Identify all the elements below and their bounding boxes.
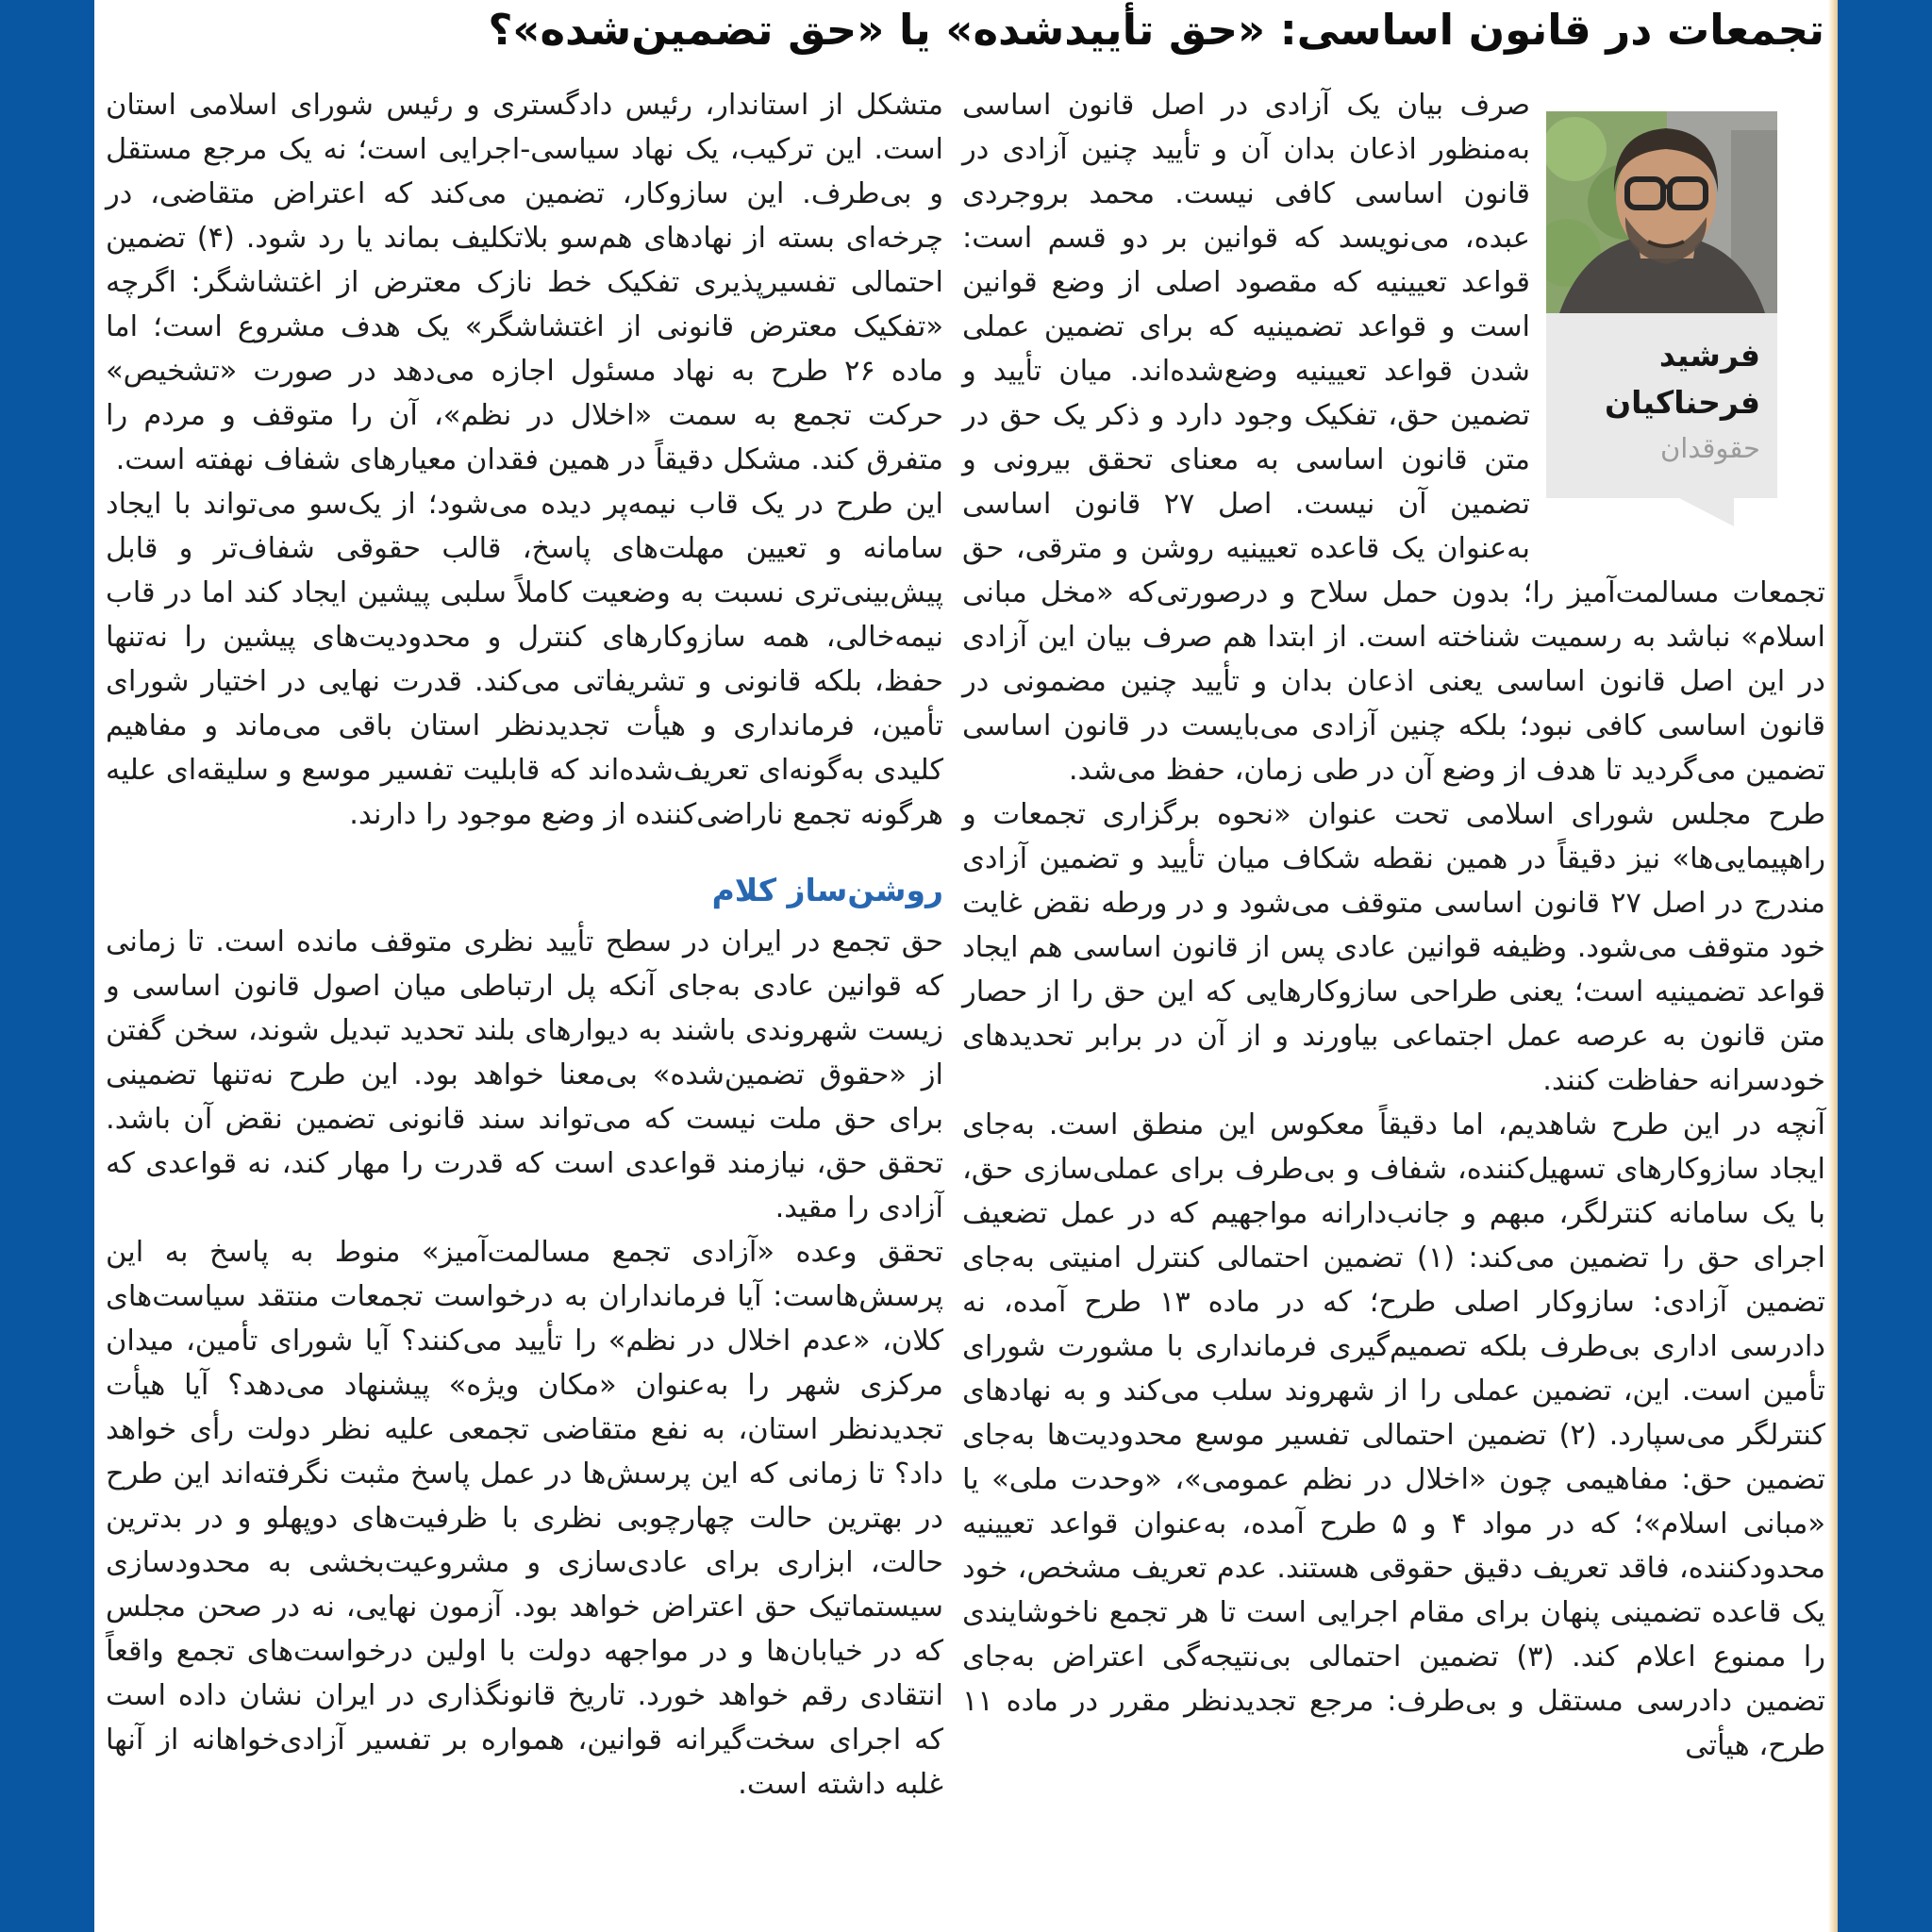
section-subhead: روشن‌ساز کلام	[711, 872, 943, 908]
page-spine-shadow	[1828, 0, 1838, 1932]
paragraph: آنچه در این طرح شاهدیم، اما دقیقاً معکوس این منطق است. به‌جای ایجاد سازوکارهای تسهیل‌کننده، شفاف و بی‌طرف برای عملی‌سازی حق، با یک سامانه کنترلگر، مبهم و جانب‌دارانه مواجهیم که در عمل تضعیف اجرای حق را تضمین می‌کند: (۱) تضمین احتمالی کنترل امنیتی به‌جای تضمین آزادی: سازوکار اصلی طرح؛ که در ماده ۱۳ طرح آمده، نه دادرسی اداری بی‌طرف بلکه تصمیم‌گیری فرمانداری با مشورت شورای تأمین است. این، تضمین عملی را از شهروند سلب می‌کند و به نهادهای کنترلگر می‌سپارد. (۲) تضمین احتمالی تفسیر موسع محدودیت‌ها به‌جای تضمین حق: مفاهیمی چون «اخلال در نظم عمومی»، «وحدت ملی» یا «مبانی اسلام»؛ که در مواد ۴ و ۵ طرح آمده، به‌عنوان قواعد تعیینیه محدودکننده، فاقد تعریف دقیق حقوقی هستند. عدم تعریف مشخص، خود یک قاعده تضمینی پنهان برای مقام اجرایی است تا هر تجمع ناخوشایندی را ممنوع اعلام کند. (۳) تضمین احتمالی بی‌نتیجه‌گی اعتراض به‌جای تضمین دادرسی مستقل و بی‌طرف: مرجع تجدیدنظر مقرر در ماده ۱۱ طرح، هیأتی	[962, 1108, 1826, 1762]
author-box-tail	[1679, 498, 1734, 526]
author-info-box	[1546, 313, 1777, 498]
article-headline: تجمعات در قانون اساسی: «حق تأییدشده» یا «حق تضمین‌شده»؟	[488, 5, 1824, 55]
paragraph: این طرح در یک قاب نیمه‌پر دیده می‌شود؛ از یک‌سو می‌تواند با ایجاد سامانه و تعیین مهلت‌های پاسخ، قالب حقوقی شفاف‌تر و قابل پیش‌بینی‌تری نسبت به وضعیت کاملاً سلبی پیشین ایجاد کند اما در قاب نیمه‌خالی، همه سازوکارهای کنترل و محدودیت‌های پیشین را نه‌تنها حفظ، بلکه قانونی و تشریفاتی می‌کند. قدرت نهایی در اختیار شورای تأمین، فرمانداری و هیأت تجدیدنظر استان باقی می‌ماند و مفاهیم کلیدی به‌گونه‌ای تعریف‌شده‌اند که قابلیت تفسیر موسع و سلیقه‌ای علیه هرگونه تجمع ناراضی‌کننده از وضع موجود را دارند.	[106, 488, 943, 831]
column-right	[962, 83, 1825, 1768]
author-photo-float	[1530, 83, 1825, 528]
paragraph: صرف بیان یک آزادی در اصل قانون اساسی به‌منظور اذعان بدان آن و تأیید چنین آزادی در قانون اساسی کافی نیست. محمد بروجردی عبده، می‌نویسد که قوانین بر دو قسم است: قواعد تعیینیه که مقصود اصلی از وضع قوانین است و قواعد تضمینیه که برای تضمین عملی شدن قواعد تعیینیه وضع‌شده‌اند. میان تأیید و تضمین حق، تفکیک وجود دارد و ذکر یک حق در متن قانون اساسی به معنای تحقق بیرونی و تضمین آن نیست. اصل ۲۷ قانون اساسی به‌عنوان یک قاعده تعیینیه روشن و مترقی، حق تجمعات مسالمت‌آمیز را؛ بدون حمل سلاح و درصورتی‌که «مخل مبانی اسلام» نباشد به رسمیت شناخته است. از ابتدا هم صرف بیان این آزادی در این اصل قانون اساسی یعنی اذعان بدان و تأیید چنین مضمونی در قانون اساسی کافی نبود؛ بلکه چنین آزادی می‌بایست در قانون اساسی تضمین می‌گردید تا هدف از وضع آن در طی زمان، حفظ می‌شد.	[962, 89, 1825, 787]
article-page	[94, 0, 1828, 1932]
paragraph: متشکل از استاندار، رئیس دادگستری و رئیس شورای اسلامی استان است. این ترکیب، یک نهاد سیاسی-اجرایی است؛ نه یک مرجع مستقل و بی‌طرف. این سازوکار، تضمین می‌کند که اعتراض متقاضی، در چرخه‌ای بسته از نهادهای هم‌سو بلاتکلیف بماند یا رد شود. (۴) تضمین احتمالی تفسیرپذیری تفکیک خط نازک معترض از اغتشاشگر: اگرچه «تفکیک معترض قانونی از اغتشاشگر» یک هدف مشروع است؛ اما ماده ۲۶ طرح به نهاد مسئول اجازه می‌دهد در صورت «تشخیص» حرکت تجمع به سمت «اخلال در نظم»، آن را متوقف و مردم را متفرق کند. مشکل دقیقاً در همین فقدان معیارهای شفاف نهفته است.	[106, 89, 943, 476]
author-card	[1546, 111, 1777, 498]
column-left	[106, 83, 943, 1807]
paragraph: حق تجمع در ایران در سطح تأیید نظری متوقف مانده است. تا زمانی که قوانین عادی به‌جای آنکه پل ارتباطی میان اصول قانون اساسی و زیست شهروندی باشند به دیوارهای بلند تحدید تبدیل شوند، سخن گفتن از «حقوق تضمین‌شده» بی‌معنا خواهد بود. این طرح نه‌تنها تضمینی برای حق ملت نیست که می‌تواند سند قانونی تضمین نقض آن باشد. تحقق حق، نیازمند قواعدی است که قدرت را مهار کند، نه قواعدی که آزادی را مقید.	[106, 925, 943, 1224]
author-portrait-photo	[1546, 111, 1777, 313]
author-last-name: فرحناکیان	[1605, 384, 1760, 421]
author-first-name: فرشید	[1658, 337, 1760, 374]
paragraph: طرح مجلس شورای اسلامی تحت عنوان «نحوه برگزاری تجمعات و راهپیمایی‌ها» نیز دقیقاً در همین نقطه شکاف میان تأیید و تضمین آزادی مندرج در اصل ۲۷ قانون اساسی متوقف می‌شود و در ورطه نقض غایت خود متوقف می‌شود. وظیفه قوانین عادی پس از قانون اساسی هم ایجاد قواعد تضمینیه است؛ یعنی طراحی سازوکارهایی که این حق را از حصار متن قانون به عرصه عمل اجتماعی بیاورند و از آن در برابر تحدیدهای خودسرانه حفاظت کنند.	[962, 798, 1825, 1097]
paragraph: تحقق وعده «آزادی تجمع مسالمت‌آمیز» منوط به پاسخ به این پرسش‌هاست: آیا فرمانداران به درخواست تجمعات منتقد سیاست‌های کلان، «عدم اخلال در نظم» را تأیید می‌کنند؟ آیا شورای تأمین، میدان مرکزی شهر را به‌عنوان «مکان ویژه» پیشنهاد می‌دهد؟ آیا هیأت تجدیدنظر استان، به نفع متقاضی تجمعی علیه نظر دولت رأی خواهد داد؟ تا زمانی که این پرسش‌ها در عمل پاسخ مثبت نگرفته‌اند این طرح در بهترین حالت چهارچوبی نظری با ظرفیت‌های دوپهلو و در بدترین حالت، ابزاری برای عادی‌سازی و مشروعیت‌بخشی به محدودسازی سیستماتیک حق اعتراض خواهد بود. آزمون نهایی، نه در صحن مجلس که در خیابان‌ها و در مواجهه دولت با اولین درخواست‌های تجمع واقعاً انتقادی رقم خواهد خورد. تاریخ قانونگذاری در ایران نشان داده است که اجرای سخت‌گیرانه قوانین، همواره بر تفسیر آزادی‌خواهانه از آنها غلبه داشته است.	[106, 1236, 943, 1801]
author-role: حقوقدان	[1659, 432, 1760, 464]
